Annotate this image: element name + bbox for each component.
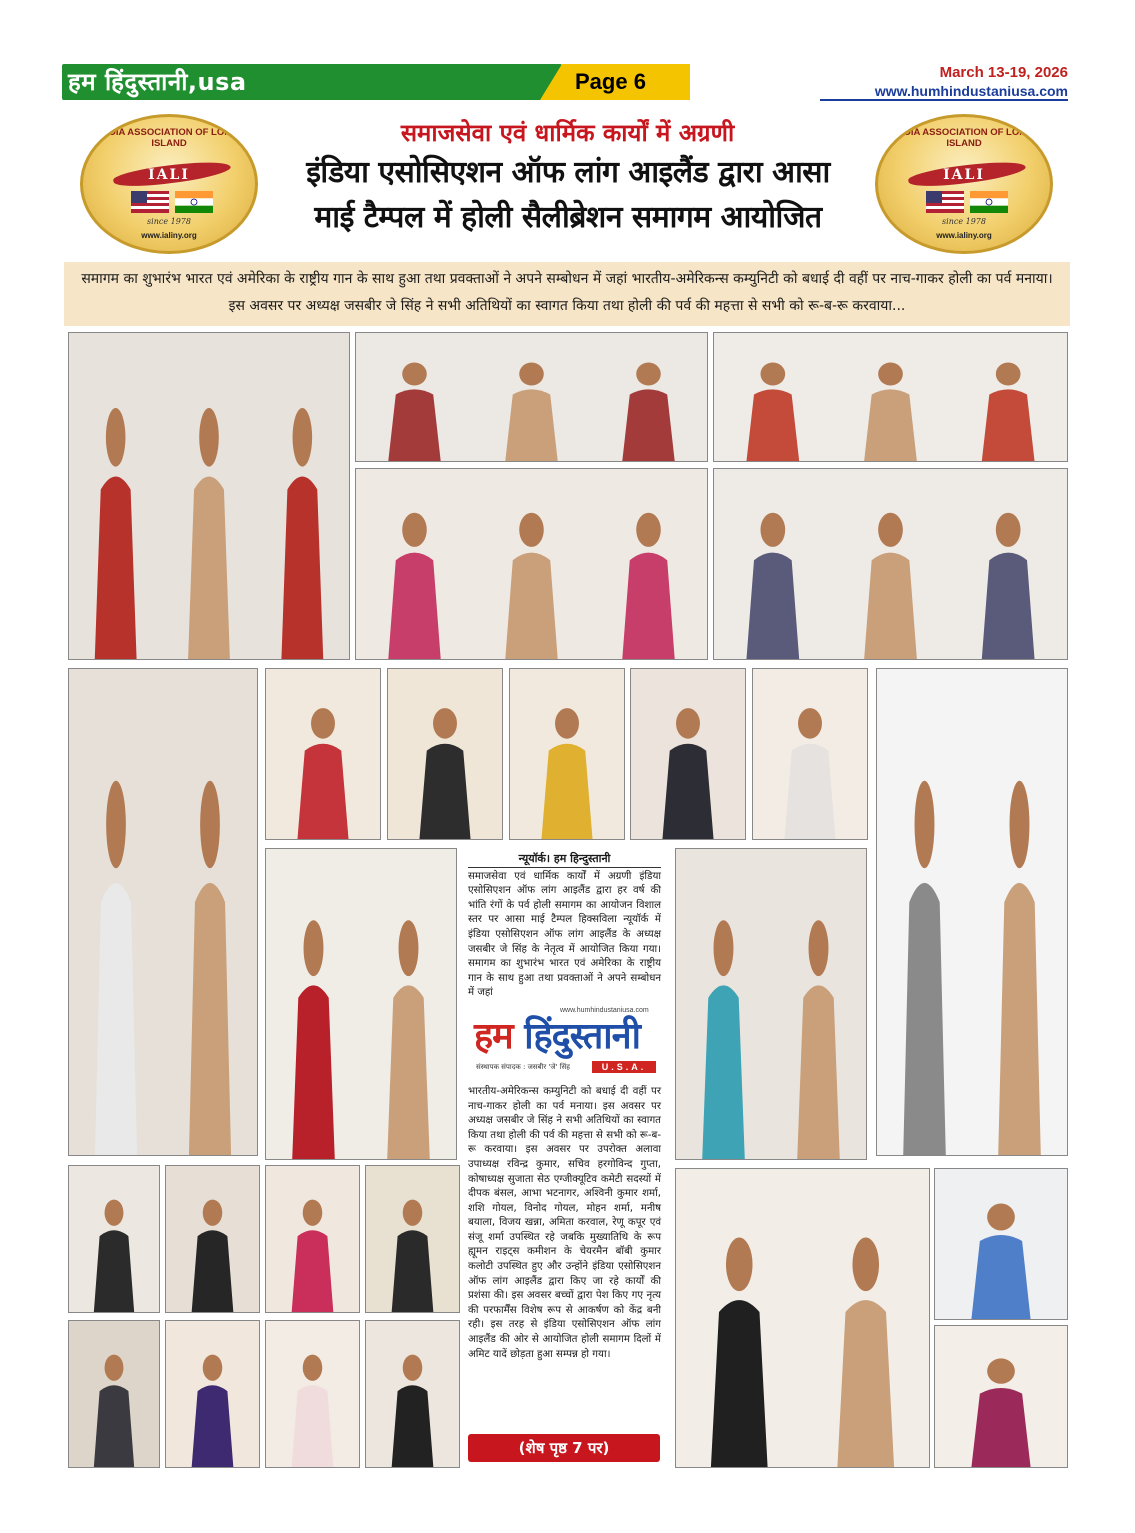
event-photo <box>675 848 867 1160</box>
event-photo <box>387 668 503 840</box>
logo-url: www.ialiny.org <box>936 231 992 240</box>
logo-since: since 1978 <box>147 217 191 226</box>
event-photo <box>68 1320 160 1468</box>
logo-arc-text: INDIA ASSOCIATION OF LONG ISLAND <box>99 127 239 149</box>
headline-line-2: माई टैम्पल में होली सैलीब्रेशन समागम आयोजित <box>314 200 822 235</box>
event-photo <box>675 1168 930 1468</box>
logo-arc-text: INDIA ASSOCIATION OF LONG ISLAND <box>894 127 1034 149</box>
event-photo <box>713 332 1068 462</box>
masthead-title: हम हिंदुस्तानी,usa <box>68 68 247 96</box>
event-photo <box>68 332 350 660</box>
event-photo <box>68 668 258 1156</box>
event-photo <box>355 468 708 660</box>
event-photo <box>752 668 868 840</box>
us-india-flags-icon <box>131 191 213 213</box>
event-photo <box>876 668 1068 1156</box>
article-body <box>464 850 665 1462</box>
event-photo <box>265 668 381 840</box>
event-photo <box>934 1168 1068 1320</box>
event-photo <box>355 332 708 462</box>
continued-on-page-7[interactable]: (शेष पृष्ठ 7 पर) <box>468 1434 660 1462</box>
headline-line-1: इंडिया एसोसिएशन ऑफ लांग आइलैंड द्वारा आसा <box>306 155 830 190</box>
event-photo <box>265 1165 360 1313</box>
iali-logo-right <box>875 114 1053 254</box>
event-photo <box>365 1320 460 1468</box>
event-photo <box>713 468 1068 660</box>
event-photo <box>165 1165 260 1313</box>
event-photo <box>365 1165 460 1313</box>
article-dateline: न्यूयॉर्क। हम हिन्दुस्तानी <box>468 852 661 868</box>
newspaper-logo <box>474 1007 656 1077</box>
brand-name: हिंदुस्तानी <box>524 1015 640 1057</box>
event-photo <box>68 1165 160 1313</box>
headline <box>262 150 874 240</box>
brand-title <box>474 1017 640 1057</box>
brand-usa-tag: U.S.A. <box>592 1061 656 1073</box>
logo-url: www.ialiny.org <box>141 231 197 240</box>
logo-abbr: IALI <box>148 167 190 183</box>
event-photo <box>265 1320 360 1468</box>
event-photo <box>265 848 457 1160</box>
page-number: Page 6 <box>575 69 646 94</box>
logo-since: since 1978 <box>942 217 986 226</box>
website-link[interactable]: www.humhindustaniusa.com <box>820 83 1068 101</box>
event-photo <box>934 1325 1068 1468</box>
us-india-flags-icon <box>926 191 1008 213</box>
article-paragraph-1: समाजसेवा एवं धार्मिक कार्यों में अग्रणी इंडिया एसोसिएशन ऑफ लांग आइलैंड द्वारा हर वर्ष की भांति रंगों के पर्व होली समागम का आयोजन विशाल स्तर पर आसा माई टैम्पल हिक्सविला न्यूयॉर्क में इंडिया एसोसिएशन ऑफ लांग आइलैंड के अध्यक्ष जसबीर जे सिंह के नेतृत्व में आयोजित किया गया। समागम का शुभारंभ भारत एवं अमेरिका के राष्ट्रीय गान के साथ हुआ तथा प्रवक्ताओं ने अपने सम्बोधन में जहां <box>468 870 661 999</box>
brand-hm: हम <box>474 1015 513 1057</box>
event-photo <box>165 1320 260 1468</box>
headline-kicker: समाजसेवा एवं धार्मिक कार्यों में अग्रणी <box>400 119 735 147</box>
article-paragraph-2: भारतीय-अमेरिकन्स कम्युनिटी को बधाई दी वहीं पर नाच-गाकर होली का पर्व मनाया। इस अवसर पर अध्यक्ष जसबीर जे सिंह ने सभी अतिथियों का स्वागत किया तथा होली की पर्व की महत्ता से सभी को रू-ब-रू करवाया। इस अवसर पर उपरोक्त अलावा उपाध्यक्ष रविन्द्र कुमार, सचिव हरगोविन्द गुप्ता, कोषाध्यक्ष सुजाता सेठ एग्जीक्यूटिव कमेटी सदस्यों में दीपक बंसल, आभा भटनागर, अश्विनी कुमार शर्मा, शशि गोयल, विनोद गोयल, मोहन शर्मा, मनीष बयाला, विजय खन्ना, अमिता करवाल, रेणू कपूर एवं संजू शर्मा उपस्थित रहे जबकि मुख्यातिथि के रूप ह्यूमन राइट्स कमीशन के चेयरमैन बॉबी कुमार कलोटी उपस्थित हुए और उन्होंने इंडिया एसोसिएशन ऑफ लांग आइलैंड द्वारा किए जा रहे कार्यों की प्रशंसा की। इस अवसर बच्चों द्वारा पेश किए गए नृत्य की परफार्मैंस विशेष रूप से आकर्षण को केंद्र बनी रही। इस तरह से इंडिया एसोसिएशन ऑफ लांग आइलैंड की ओर से आयोजित होली समागम दिलों में अमिट यादें छोड़ता हुआ सम्पन्न हो गया। <box>468 1085 661 1360</box>
brand-editor: संस्थापक संपादक : जसबीर 'जे' सिंह <box>476 1062 570 1071</box>
brand-site: www.humhindustaniusa.com <box>560 1006 649 1014</box>
logo-abbr: IALI <box>943 167 985 183</box>
issue-date: March 13-19, 2026 <box>939 64 1068 81</box>
event-photo <box>509 668 625 840</box>
intro-summary: समागम का शुभारंभ भारत एवं अमेरिका के राष्ट्रीय गान के साथ हुआ तथा प्रवक्ताओं ने अपने सम्बोधन में जहां भारतीय-अमेरिकन्स कम्युनिटी को बधाई दी वहीं पर नाच-गाकर होली का पर्व मनाया। इस अवसर पर अध्यक्ष जसबीर जे सिंह ने सभी अतिथियों का स्वागत किया तथा होली की पर्व की महत्ता से सभी को रू-ब-रू करवाया... <box>64 262 1070 326</box>
event-photo <box>630 668 746 840</box>
iali-logo-left <box>80 114 258 254</box>
